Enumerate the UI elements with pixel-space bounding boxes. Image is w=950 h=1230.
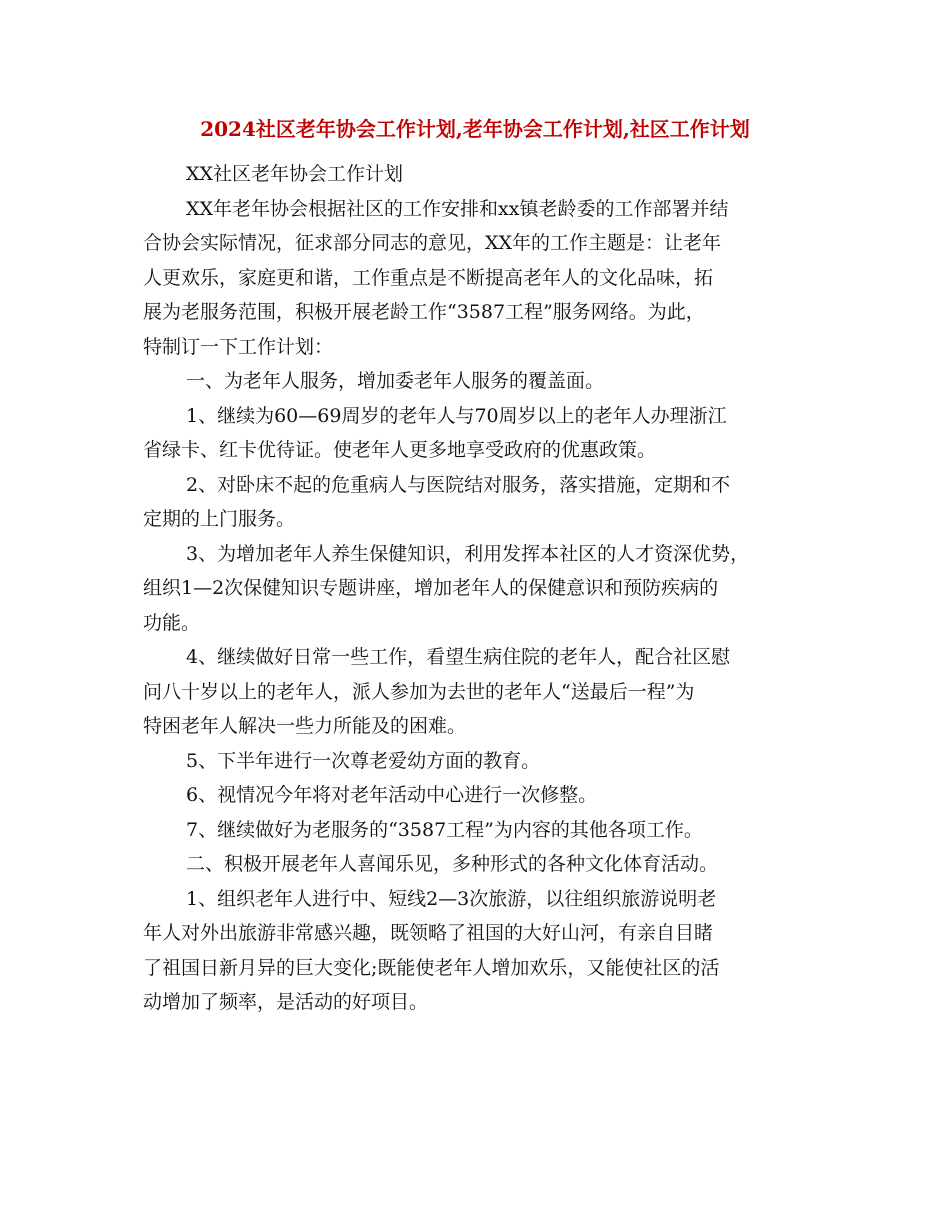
text-line: 人更欢乐，家庭更和谐，工作重点是不断提高老年人的文化品味，拓: [143, 266, 714, 289]
text-line: 二、积极开展老年人喜闻乐见，多种形式的各种文化体育活动。: [186, 853, 719, 875]
text-line: 特制订一下工作计划：: [143, 335, 334, 358]
text-line: 合协会实际情况，征求部分同志的意见，XX年的工作主题是：让老年: [143, 232, 722, 254]
text-line: 1、继续为60—69周岁的老年人与70周岁以上的老年人办理浙江: [186, 404, 727, 427]
text-line: 动增加了频率，是活动的好项目。: [143, 991, 429, 1013]
text-line: 5、下半年进行一次尊老爱幼方面的教育。: [186, 749, 541, 772]
document-title: 2024社区老年协会工作计划,老年协会工作计划,社区工作计划: [200, 117, 750, 141]
text-line: 3、为增加老年人养生保健知识，利用发挥本社区的人才资深优势，: [186, 542, 750, 565]
text-line: 年人对外出旅游非常感兴趣，既领略了祖国的大好山河，有亲自目睹: [143, 922, 714, 944]
text-line: 展为老服务范围，积极开展老龄工作“3587工程”服务网络。为此，: [143, 301, 705, 323]
text-line: 7、继续做好为老服务的“3587工程”为内容的其他各项工作。: [186, 818, 703, 841]
text-line: 问八十岁以上的老年人，派人参加为去世的老年人“送最后一程”为: [143, 680, 695, 703]
text-line: 特困老年人解决一些力所能及的困难。: [143, 715, 467, 737]
text-line: 省绿卡、红卡优待证。使老年人更多地享受政府的优惠政策。: [143, 439, 657, 461]
text-line: 1、组织老年人进行中、短线2—3次旅游，以往组织旅游说明老: [186, 887, 717, 910]
text-line: 了祖国日新月异的巨大变化;既能使老年人增加欢乐，又能使社区的活: [143, 956, 720, 979]
document-body: [143, 157, 823, 1020]
text-line: 定期的上门服务。: [143, 508, 296, 530]
text-line: 组织1—2次保健知识专题讲座，增加老年人的保健意识和预防疾病的: [143, 577, 719, 599]
text-line: XX年老年协会根据社区的工作安排和xx镇老龄委的工作部署并结: [186, 197, 729, 220]
text-line: 一、为老年人服务，增加委老年人服务的覆盖面。: [186, 370, 605, 392]
text-line: 4、继续做好日常一些工作，看望生病住院的老年人，配合社区慰: [186, 646, 731, 668]
text-line: 功能。: [143, 611, 201, 634]
text-line: 2、对卧床不起的危重病人与医院结对服务，落实措施，定期和不: [186, 473, 731, 496]
text-line: XX社区老年协会工作计划: [186, 163, 404, 185]
text-line: 6、视情况今年将对老年活动中心进行一次修整。: [186, 784, 598, 806]
